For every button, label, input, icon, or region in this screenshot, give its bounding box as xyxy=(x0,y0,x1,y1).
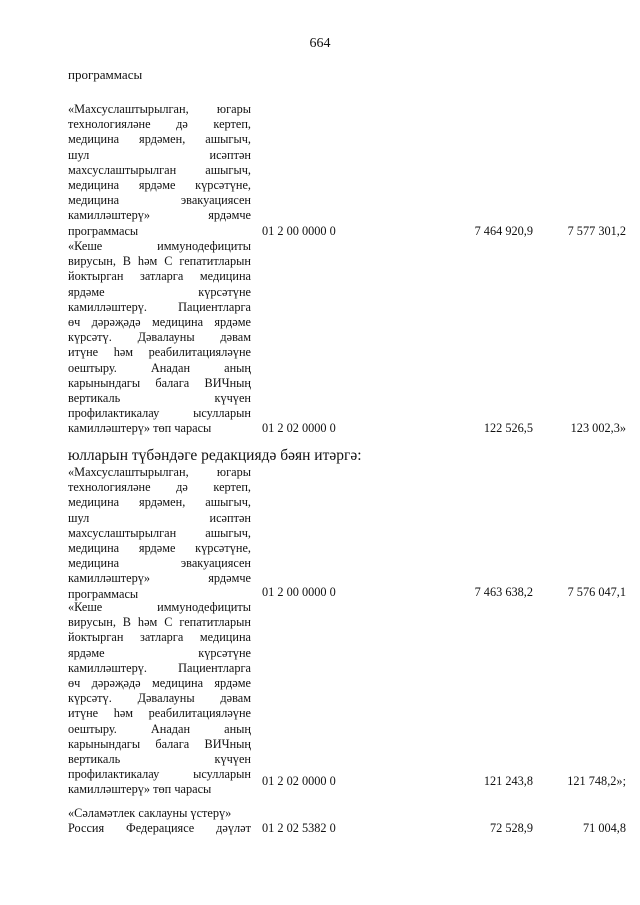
text-line: оештыру. Анадан аның xyxy=(68,360,251,375)
text-line: технологияләне дә кертеп, xyxy=(68,117,251,132)
text-line: махсуслаштырылган ашыгыч, xyxy=(68,525,251,540)
text-line: программасы xyxy=(68,586,139,601)
text-line: камилләштерү. Пациентларга xyxy=(68,299,251,314)
old-row2-value1: 122 526,5 xyxy=(483,421,533,435)
text-line: күрсәтү. Дәвалауны дәвам xyxy=(68,330,251,345)
continued-text: программасы xyxy=(68,67,143,82)
text-line: программасы xyxy=(68,223,139,238)
text-line: шул исәптән xyxy=(68,510,251,525)
text-line: шул исәптән xyxy=(68,147,251,162)
text-line: камилләштерү» ярдәмче xyxy=(68,208,251,223)
old-row1-value2: 7 577 301,2 xyxy=(567,224,626,238)
new-row2-value2: 121 748,2»; xyxy=(567,774,626,788)
new-row1-code: 01 2 00 0000 0 xyxy=(262,585,336,599)
text-line: карынындагы балага ВИЧның xyxy=(68,736,251,751)
new-row1-value1: 7 463 638,2 xyxy=(474,585,533,599)
text-line: профилактикалау ысулларын xyxy=(68,767,251,782)
text-line: өч дәрәҗәдә медицина ярдәме xyxy=(68,676,251,691)
text-line: вирусын, В һәм С гепатитларын xyxy=(68,615,251,630)
text-line: «Махсуслаштырылган, югары xyxy=(68,102,251,116)
text-line: камилләштерү» ярдәмче xyxy=(68,571,251,586)
text-line: ярдәме күрсәтүне xyxy=(68,645,251,660)
old-row2-code: 01 2 02 0000 0 xyxy=(262,421,336,435)
text-line: медицина ярдәмен, ашыгыч, xyxy=(68,132,251,147)
text-line: вертикаль күчүен xyxy=(68,752,251,767)
old-row1-description xyxy=(68,102,251,239)
new-row3-value2: 71 004,8 xyxy=(582,821,626,835)
text-line: медицина ярдәме күрсәтүне, xyxy=(68,541,251,556)
text-line: ярдәме күрсәтүне xyxy=(68,284,251,299)
page-number: 664 xyxy=(309,36,331,51)
text-line: «Кеше иммунодефициты xyxy=(68,239,251,253)
text-line: медицина ярдәмен, ашыгыч, xyxy=(68,495,251,510)
text-line: йоктырган затларга медицина xyxy=(68,269,251,284)
text-line: «Сәламәтлек саклауны үстерү» xyxy=(68,806,232,820)
text-line: медицина эвакуациясен xyxy=(68,193,251,208)
text-line: «Кеше иммунодефициты xyxy=(68,600,251,614)
text-line: вирусын, В һәм С гепатитларын xyxy=(68,254,251,269)
text-line: махсуслаштырылган ашыгыч, xyxy=(68,162,251,177)
text-line: камилләштерү» төп чарасы xyxy=(68,782,212,797)
text-line: технологияләне дә кертеп, xyxy=(68,480,251,495)
text-line: йоктырган затларга медицина xyxy=(68,630,251,645)
text-line: медицина эвакуациясен xyxy=(68,556,251,571)
new-row2-code: 01 2 02 0000 0 xyxy=(262,774,336,788)
text-line: «Махсуслаштырылган, югары xyxy=(68,465,251,479)
text-line: вертикаль күчүен xyxy=(68,391,251,406)
text-line: оештыру. Анадан аның xyxy=(68,721,251,736)
new-row2-description xyxy=(68,600,251,798)
old-row1-value1: 7 464 920,9 xyxy=(474,224,533,238)
old-row2-description xyxy=(68,239,251,437)
text-line: карынындагы балага ВИЧның xyxy=(68,375,251,390)
new-row3-code: 01 2 02 5382 0 xyxy=(262,821,336,835)
text-line: күрсәтү. Дәвалауны дәвам xyxy=(68,691,251,706)
new-row3-description xyxy=(68,806,251,836)
text-line: камилләштерү» төп чарасы xyxy=(68,421,212,436)
text-line: камилләштерү. Пациентларга xyxy=(68,660,251,675)
text-line: итүне һәм реабилитацияләүне xyxy=(68,706,251,721)
new-row3-value1: 72 528,9 xyxy=(489,821,533,835)
text-line: итүне һәм реабилитацияләүне xyxy=(68,345,251,360)
text-line: медицина ярдәме күрсәтүне, xyxy=(68,178,251,193)
new-row1-value2: 7 576 047,1 xyxy=(567,585,626,599)
text-line: өч дәрәҗәдә медицина ярдәме xyxy=(68,315,251,330)
new-row1-description xyxy=(68,465,251,602)
new-row2-value1: 121 243,8 xyxy=(483,774,533,788)
old-row2-value2: 123 002,3» xyxy=(570,421,626,435)
old-row1-code: 01 2 00 0000 0 xyxy=(262,224,336,238)
text-line: профилактикалау ысулларын xyxy=(68,406,251,421)
section-heading: юлларын түбәндәге редакциядә бәян итәргә: xyxy=(68,447,362,464)
text-line: Россия Федерациясе дәүләт xyxy=(68,821,251,836)
